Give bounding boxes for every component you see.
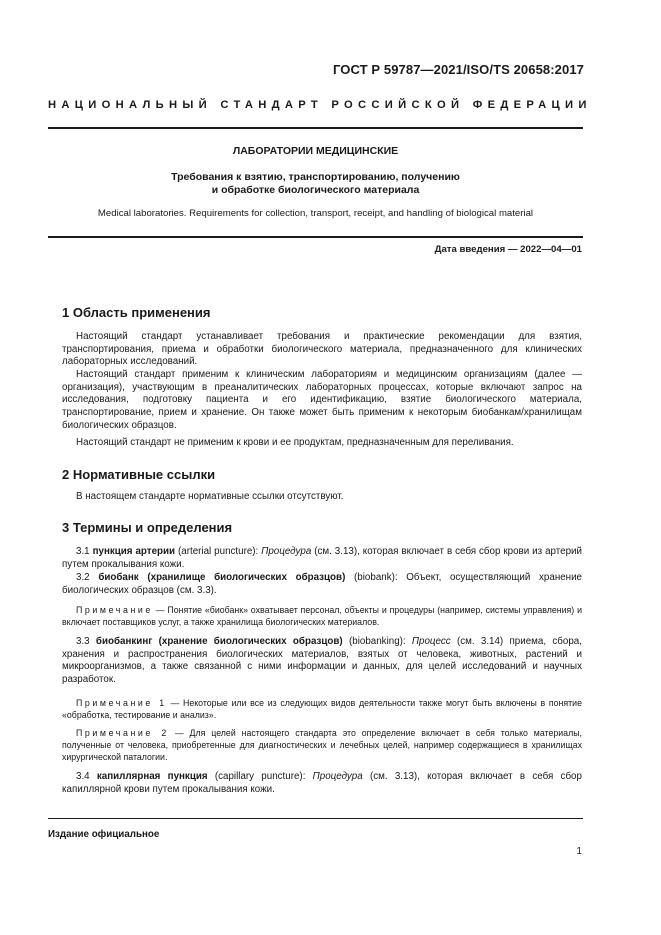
footer-divider [48,818,583,819]
subtitle-line-1: Требования к взятию, транспортированию, получению [171,171,460,183]
note-3-3-1: Примечание 1 — Некоторые или все из следующих видов деятельности также могут быть включены в понятие «обработка, тестирование и анализ». [62,698,582,721]
subtitle-line-2: и обработке биологического материала [211,184,420,196]
title-divider [48,236,583,238]
section-1-paragraph-3: Настоящий стандарт не применим к крови и ее продуктам, предназначенным для переливания. [76,437,514,448]
term-3-4: 3.4 капиллярная пункция (capillary puncture): Процедура (см. 3.13), которая включает в себя сбор капиллярной крови путем прокалывания кожи. [62,771,582,795]
document-title: ЛАБОРАТОРИИ МЕДИЦИНСКИЕ [232,145,399,157]
national-standard-banner: НАЦИОНАЛЬНЫЙ СТАНДАРТ РОССИЙСКОЙ ФЕДЕРАЦИИ [48,99,592,111]
document-code: ГОСТ Р 59787—2021/ISO/TS 20658:2017 [332,62,584,77]
section-1-paragraph-1: Настоящий стандарт устанавливает требования и практические рекомендации для взятия, транспортирования, приема и обработки биологического материала, предназначенного для клинических лабораторных исследований. [62,331,582,368]
term-3-1-name: пункция артерии [92,546,176,557]
page-number: 1 [576,846,582,857]
section-3-heading: 3 Термины и определения [62,520,233,535]
term-3-2: 3.2 биобанк (хранилище биологических образцов) (biobank): Объект, осуществляющий хранение биологических образцов (см. 3.3). [62,572,583,596]
term-3-1: 3.1 пункция артерии (arterial puncture): Процедура (см. 3.13), которая включает в себя сбор крови из артерий путем прокалывания кожи. [62,546,582,570]
section-1-heading: 1 Область применения [62,305,211,320]
document-subtitle [48,171,583,197]
note-3-2: Примечание — Понятие «биобанк» охватывает персонал, объекты и процедуры (например, системы управления) и включает поставщиков услуг, а также хранилища биологических материалов. [62,605,582,628]
top-divider [48,127,583,129]
section-1-paragraph-2: Настоящий стандарт применим к клиническим лабораториям и медицинским организациям (далее — организация), участвующим в преаналитических лабораторных процессах, которые включают запрос на исследования, подготовку пациента и его идентификацию, взятие биологического материала, транспортирование, прием и хранение. Он также может быть применим к некоторым биобанкам/хранилищам биологических образцов. [62,369,582,431]
section-2-paragraph-1: В настоящем стандарте нормативные ссылки отсутствуют. [76,491,344,502]
note-3-3-2: Примечание 2 — Для целей настоящего стандарта это определение включает в себя только материалы, полученные от человека, приобретенные для диагностических и лечебных целей, например содержащиеся в хранилищах хирургической паталогии. [62,728,582,763]
term-3-2-name: биобанк (хранилище биологических образцов) [98,572,346,583]
introduction-date: Дата введения — 2022—04—01 [434,244,582,255]
section-2-heading: 2 Нормативные ссылки [62,467,216,482]
official-edition-label: Издание официальное [48,829,160,840]
term-3-3: 3.3 биобанкинг (хранение биологических образцов) (biobanking): Процесс (см. 3.14) приема, сбора, хранения и распространения биологических материалов, взятых от человека, животных, растений и микроорганизмов, а также связанной с ними информации и данных, для целей исследований и научных разработок. [62,636,582,686]
term-3-4-name: капиллярная пункция [96,771,208,782]
english-title: Medical laboratories. Requirements for collection, transport, receipt, and handling of biological material [97,208,534,219]
term-3-3-name: биобанкинг (хранение биологических образцов) [95,636,343,647]
